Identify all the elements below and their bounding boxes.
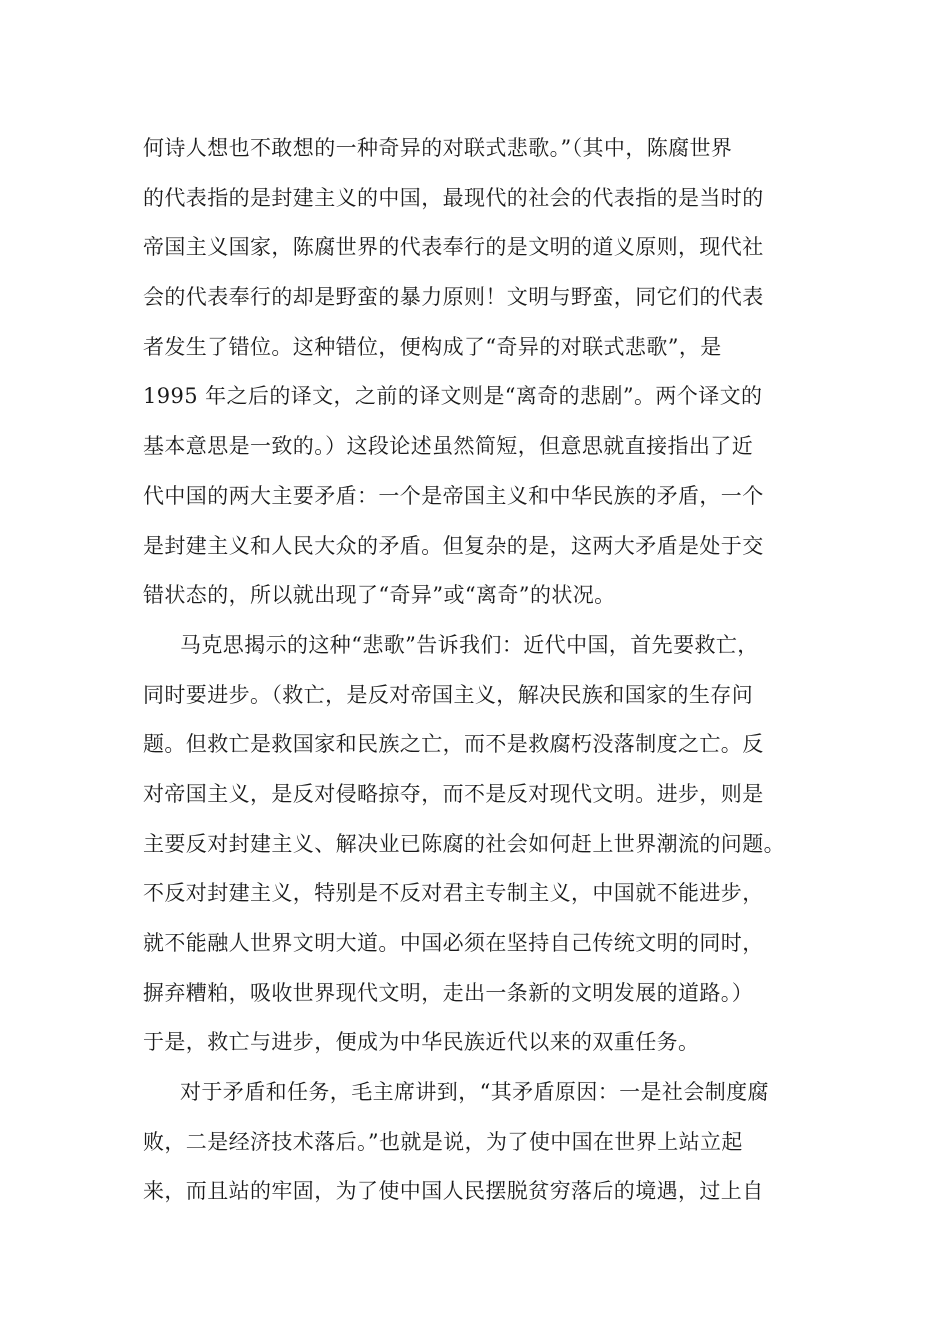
text-line: 帝国主义国家，陈腐世界的代表奉行的是文明的道义原则，现代社 bbox=[143, 235, 764, 260]
body-text bbox=[143, 124, 815, 1217]
text-line: 对帝国主义，是反对侵略掠夺，而不是反对现代文明。进步，则是 bbox=[143, 781, 764, 806]
text-line: 同时要进步。（救亡，是反对帝国主义，解决民族和国家的生存问 bbox=[143, 682, 754, 707]
text-line: 不反对封建主义，特别是不反对君主专制主义，中国就不能进步， bbox=[143, 881, 764, 906]
text-line: 主要反对封建主义、解决业已陈腐的社会如何赶上世界潮流的问题。 bbox=[143, 831, 785, 856]
text-line: 来，而且站的牢固，为了使中国人民摆脱贫穷落后的境遇，过上自 bbox=[143, 1179, 764, 1204]
text-line: 1995 年之后的译文，之前的译文则是“离奇的悲剧”。两个译文的 bbox=[143, 384, 763, 409]
text-line: 败，二是经济技术落后。”也就是说，为了使中国在世界上站立起 bbox=[143, 1129, 743, 1154]
text-line: 就不能融人世界文明大道。中国必须在坚持自己传统文明的同时， bbox=[143, 931, 764, 955]
text-line: 代中国的两大主要矛盾：一个是帝国主义和中华民族的矛盾，一个 bbox=[143, 483, 764, 508]
text-line: 是封建主义和人民大众的矛盾。但复杂的是，这两大矛盾是处于交 bbox=[143, 533, 764, 558]
text-line: 的代表指的是封建主义的中国，最现代的社会的代表指的是当时的 bbox=[143, 185, 764, 210]
text-line: 摒弃糟粕，吸收世界现代文明，走出一条新的文明发展的道路。） bbox=[143, 980, 754, 1005]
text-line: 者发生了错位。这种错位，便构成了“奇异的对联式悲歌”，是 bbox=[143, 334, 722, 359]
text-line: 基本意思是一致的。）这段论述虽然简短，但意思就直接指出了近 bbox=[143, 434, 754, 459]
text-line: 会的代表奉行的却是野蛮的暴力原则！文明与野蛮，同它们的代表 bbox=[143, 285, 764, 310]
paragraph-first-line: 对于矛盾和任务，毛主席讲到，“其矛盾原因：一是社会制度腐 bbox=[180, 1080, 769, 1105]
text-line: 于是，救亡与进步，便成为中华民族近代以来的双重任务。 bbox=[143, 1030, 700, 1055]
paragraph-first-line: 马克思揭示的这种“悲歌”告诉我们：近代中国，首先要救亡， bbox=[180, 632, 759, 657]
text-line: 题。但救亡是救国家和民族之亡，而不是救腐朽没落制度之亡。反 bbox=[143, 732, 764, 757]
text-line: 何诗人想也不敢想的一种奇异的对联式悲歌。”（其中，陈腐世界 bbox=[143, 136, 733, 160]
text-line: 错状态的，所以就出现了“奇异”或“离奇”的状况。 bbox=[143, 583, 616, 608]
